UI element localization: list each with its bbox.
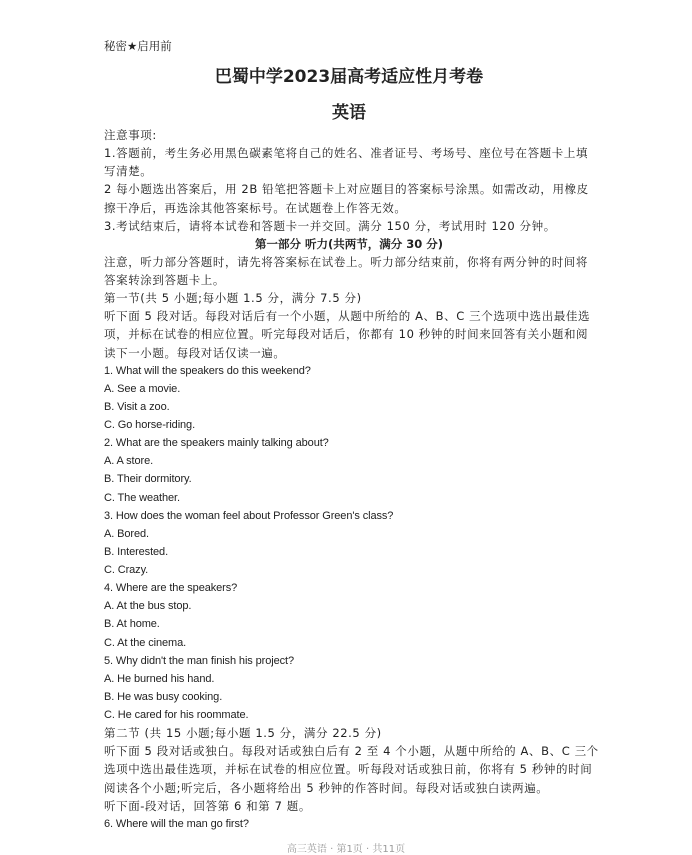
section-heading: 第一部分 听力(共两节，满分 30 分): [254, 236, 444, 251]
question-line: C. Go horse-riding.: [104, 419, 196, 431]
instruction-line: 第一节(共 5 小题;每小题 1.5 分，满分 7.5 分): [104, 291, 362, 306]
instruction-line: 听下面-段对话，回答第 6 和第 7 题。: [104, 798, 312, 813]
instruction-line: 第二节 (共 15 小题;每小题 1.5 分，满分 22.5 分): [104, 726, 382, 741]
question-line: 6. Where will the man go first?: [104, 817, 249, 830]
question-line: B. Their dormitory.: [104, 473, 192, 486]
question-line: 1. What will the speakers do this weekend?: [104, 364, 311, 377]
question-line: B. Visit a zoo.: [104, 400, 170, 413]
instruction-line: 阅读各个小题;听完后，各小题将给出 5 秒钟的作答时间。每段对话或独白读两遍。: [104, 780, 549, 795]
instruction-line: 选项中选出最佳选项，并标在试卷的相应位置。听每段对话或独日前，你将有 5 秒钟的时间: [104, 762, 593, 777]
instruction-line: 听下面 5 段对话或独白。每段对话或独白后有 2 至 4 个小题，从题中所给的 A、B、C 三个: [104, 744, 599, 759]
question-line: C. Crazy.: [104, 564, 149, 576]
question-line: 2. What are the speakers mainly talking about?: [104, 437, 329, 450]
instruction-line: 读下一小题。每段对话仅读一遍。: [104, 345, 286, 360]
instruction-line: 注意事项:: [104, 128, 157, 142]
question-line: A. Bored.: [104, 527, 149, 540]
question-line: 4. Where are the speakers?: [104, 582, 238, 595]
question-line: C. At the cinema.: [104, 636, 187, 649]
exam-title: 巴蜀中学2023届高考适应性月考卷: [214, 67, 484, 87]
instruction-line: 答案转涂到答题卡上。: [104, 273, 225, 287]
instruction-line: 3.考试结束后，请将本试卷和答题卡一并交回。满分 150 分，考试用时 120 分钟。: [104, 218, 556, 233]
question-line: A. A store.: [104, 455, 154, 468]
instruction-line: 写清楚。: [104, 164, 153, 179]
instruction-line: 项，并标在试卷的相应位置。听完每段对话后，你都有 10 秒钟的时间来回答有关小题和阅: [104, 327, 589, 342]
question-line: B. Interested.: [104, 545, 169, 558]
instruction-line: 注意，听力部分答题时，请先将答案标在试卷上。听力部分结束前，你将有两分钟的时间将: [104, 254, 588, 269]
question-line: B. At home.: [104, 618, 160, 631]
question-line: 3. How does the woman feel about Professor Green's class?: [104, 509, 394, 522]
question-line: B. He was busy cooking.: [104, 690, 223, 703]
exam-body: [104, 126, 599, 833]
question-line: A. See a movie.: [104, 382, 181, 395]
confidential-label: 秘密★启用前: [104, 39, 172, 53]
question-line: A. He burned his hand.: [104, 672, 215, 685]
instruction-line: 听下面 5 段对话。每段对话后有一个小题，从题中所给的 A、B、C 三个选项中选出最佳选: [104, 309, 591, 324]
question-line: C. The weather.: [104, 491, 180, 504]
question-line: A. At the bus stop.: [104, 600, 192, 613]
subject-title: 英语: [332, 103, 366, 123]
question-line: 5. Why didn't the man finish his project?: [104, 654, 294, 667]
question-line: C. He cared for his roommate.: [104, 709, 249, 721]
instruction-line: 1.答题前，考生务必用黑色碳素笔将自己的姓名、准者证号、考场号、座位号在答题卡上填: [104, 146, 589, 161]
page-footer: 高三英语 · 第1页 · 共11页: [286, 844, 406, 855]
instruction-line: 擦干净后，再选涂其他答案标号。在试题卷上作答无效。: [104, 200, 407, 215]
instruction-line: 2 每小题选出答案后，用 2B 铅笔把答题卡上对应题目的答案标号涂黑。如需改动，用橡皮: [104, 182, 589, 197]
